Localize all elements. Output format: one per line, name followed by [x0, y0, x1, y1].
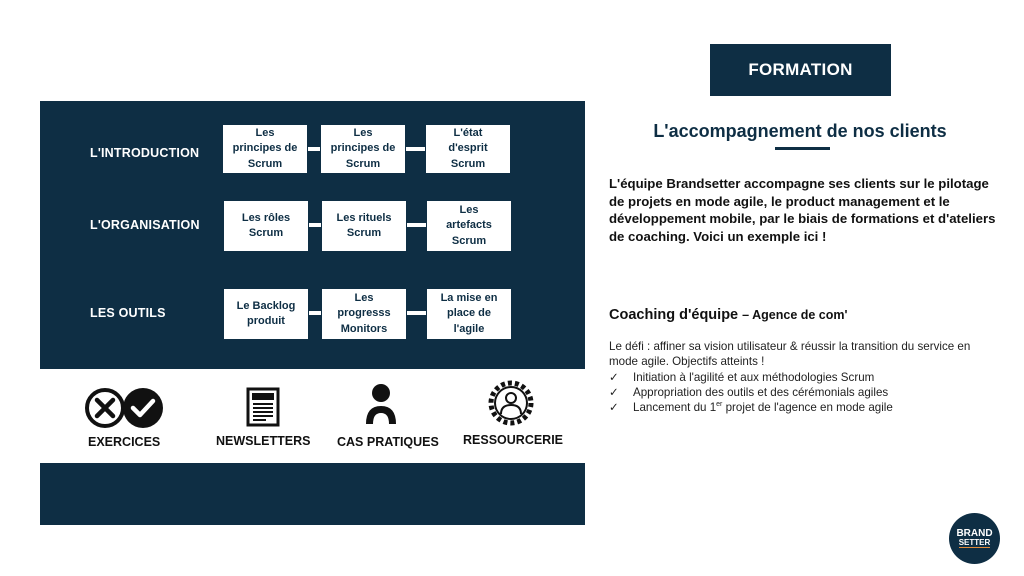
case-study-title [609, 307, 847, 323]
newspaper-icon [246, 387, 280, 427]
case-study-subtitle: – Agence de com' [742, 308, 848, 322]
module-box: La mise en place de l'agile [426, 288, 512, 340]
gear-person-icon [487, 379, 535, 427]
objectives-list [609, 370, 893, 415]
title-underline [775, 147, 830, 150]
check-cross-icon [84, 385, 164, 431]
bottom-band [40, 463, 585, 525]
tool-label-ressourcerie: RESSOURCERIE [463, 433, 564, 447]
row-label-organisation: L'ORGANISATION [90, 218, 200, 232]
module-box: L'état d'esprit Scrum [425, 124, 511, 174]
brandsetter-logo: BRAND SETTER [949, 513, 1000, 564]
case-study-title-main: Coaching d'équipe [609, 307, 739, 323]
tool-label-cas-pratiques: CAS PRATIQUES [337, 435, 439, 449]
list-item: ✓ Initiation à l'agilité et aux méthodologies Scrum [609, 371, 875, 384]
row-label-introduction: L'INTRODUCTION [90, 146, 200, 160]
case-study-description: Le défi : affiner sa vision utilisateur & réussir la transition du service en mode agile. Objectifs atteints ! [609, 340, 971, 369]
checkmark-icon: ✓ [609, 386, 619, 400]
intro-paragraph: L'équipe Brandsetter accompagne ses clients sur le pilotage de projets en mode agile, le product management et le développement mobile, par le biais de formations et d'ateliers de coaching. Voici un exemple ici ! [609, 176, 996, 244]
module-box: Les rituels Scrum [321, 200, 407, 252]
section-title: L'accompagnement de nos clients [653, 121, 947, 141]
module-box: Les artefacts Scrum [426, 200, 512, 252]
tool-label-exercices: EXERCICES [88, 435, 161, 449]
person-icon [363, 382, 399, 426]
module-box: Les rôles Scrum [223, 200, 309, 252]
formation-badge: FORMATION [710, 44, 891, 96]
module-box: Les principes de Scrum [222, 124, 308, 174]
list-item: ✓ Lancement du 1er projet de l'agence en mode agile [609, 401, 893, 415]
tool-label-newsletters: NEWSLETTERS [216, 434, 311, 448]
row-label-outils: LES OUTILS [90, 306, 166, 320]
module-box: Les progresss Monitors [321, 288, 407, 340]
module-box: Les principes de Scrum [320, 124, 406, 174]
module-box: Le Backlog produit [223, 288, 309, 340]
list-item: ✓ Appropriation des outils et des cérémonials agiles [609, 386, 889, 400]
checkmark-icon: ✓ [609, 371, 619, 384]
checkmark-icon: ✓ [609, 401, 619, 415]
